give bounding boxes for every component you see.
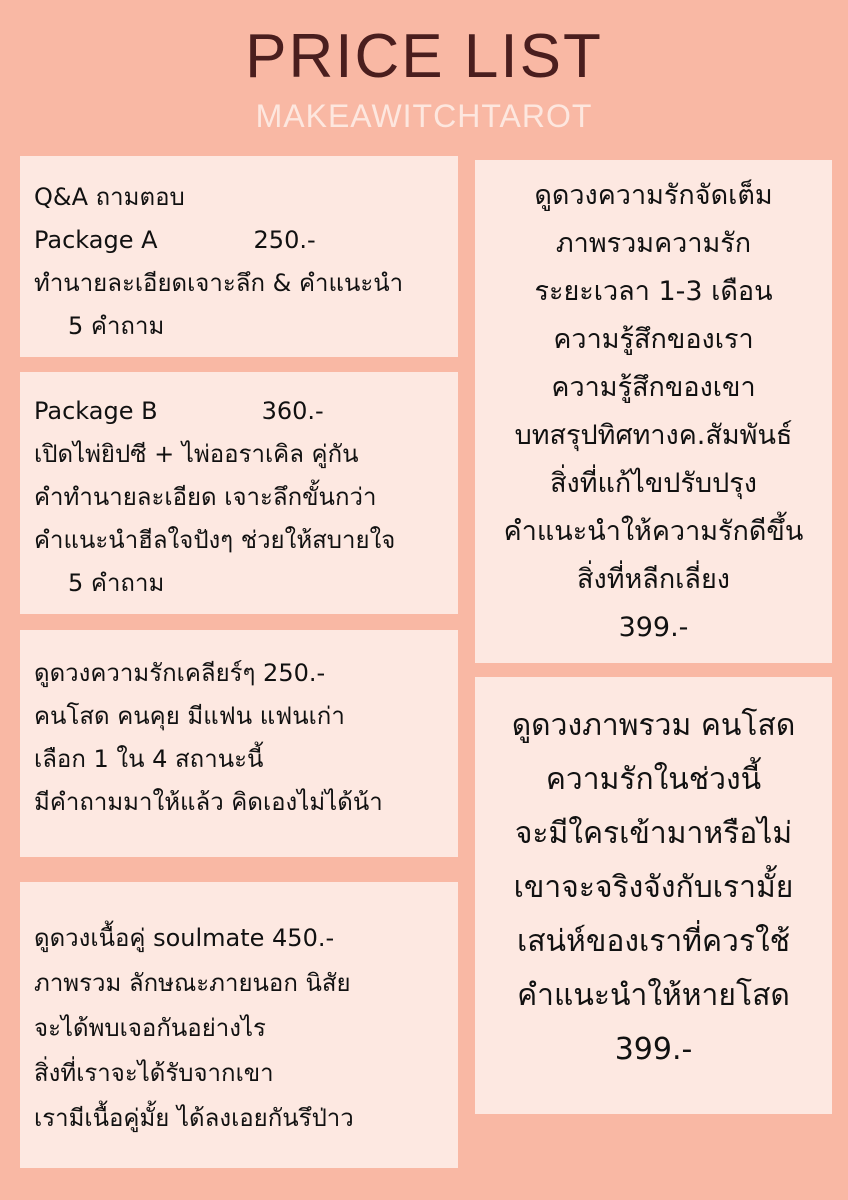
soulmate-line: เรามีเนื้อคู่มั้ย ได้ลงเอยกันรึป่าว — [34, 1104, 354, 1132]
love-full-line: ภาพรวมความรัก — [555, 228, 752, 259]
soulmate-line: สิ่งที่เราจะได้รับจากเขา — [34, 1059, 274, 1087]
single-overview-line: คำแนะนำให้หายโสด — [517, 978, 790, 1013]
love-full-line: ระยะเวลา 1-3 เดือน — [534, 276, 773, 307]
package-b-line: คำแนะนำฮีลใจปังๆ ช่วยให้สบายใจ — [34, 526, 396, 554]
single-overview-line: เขาจะจริงจังกับเรามั้ย — [513, 870, 794, 905]
package-b-questions: 5 คำถาม — [68, 569, 165, 597]
single-overview-price: 399.- — [614, 1032, 693, 1067]
soulmate-line: จะได้พบเจอกันอย่างไร — [34, 1014, 266, 1042]
page-subtitle: MAKEAWITCHTAROT — [255, 98, 593, 134]
love-clear-line: เลือก 1 ใน 4 สถานะนี้ — [34, 745, 264, 773]
package-a-detail: ทำนายละเอียดเจาะลึก & คำแนะนำ — [34, 269, 404, 297]
package-b-name: Package B — [34, 397, 158, 425]
soulmate-line: ดูดวงเนื้อคู่ soulmate 450.- — [34, 924, 335, 952]
package-a-heading: Q&A ถามตอบ — [34, 183, 185, 211]
package-b-title-row — [34, 390, 458, 433]
love-full-line: สิ่งที่แก้ไขปรับปรุง — [550, 468, 757, 499]
single-overview-line: จะมีใครเข้ามาหรือไม่ — [514, 816, 793, 851]
soulmate-card — [20, 882, 458, 1168]
single-overview-line: ความรักในช่วงนี้ — [545, 762, 762, 797]
love-full-line: ความรู้สึกของเขา — [551, 372, 756, 403]
package-a-name: Package A — [34, 226, 158, 254]
package-a-title-row — [34, 219, 458, 262]
single-overview-line: เสน่ห์ของเราที่ควรใช้ — [516, 924, 791, 959]
love-full-line: สิ่งที่หลีกเลี่ยง — [577, 564, 730, 595]
page-title: PRICE LIST — [245, 22, 603, 91]
single-overview-line: ดูดวงภาพรวม คนโสด — [511, 708, 796, 743]
love-clear-line: คนโสด คนคุย มีแฟน แฟนเก่า — [34, 702, 345, 730]
love-full-line: ดูดวงความรักจัดเต็ม — [534, 180, 773, 211]
love-full-price: 399.- — [618, 612, 689, 643]
package-b-line: คำทำนายละเอียด เจาะลึกขั้นกว่า — [34, 483, 377, 511]
love-full-line: ความรู้สึกของเรา — [553, 324, 754, 355]
package-a-questions: 5 คำถาม — [68, 312, 165, 340]
package-b-card — [20, 372, 458, 614]
package-b-line: เปิดไพ่ยิปซี + ไพ่ออราเคิล คู่กัน — [34, 440, 359, 468]
package-b-price: 360.- — [261, 397, 324, 425]
love-full-line: คำแนะนำให้ความรักดีขึ้น — [503, 516, 804, 547]
package-a-price: 250.- — [253, 226, 316, 254]
package-a-card — [20, 156, 458, 357]
love-clear-card — [20, 630, 458, 857]
love-full-line: บทสรุปทิศทางค.สัมพันธ์ — [514, 420, 793, 451]
love-clear-line: ดูดวงความรักเคลียร์ๆ 250.- — [34, 659, 326, 687]
single-overview-card — [475, 677, 832, 1114]
soulmate-line: ภาพรวม ลักษณะภายนอก นิสัย — [34, 969, 351, 997]
love-full-card — [475, 160, 832, 663]
love-clear-line: มีคำถามมาให้แล้ว คิดเองไม่ได้น้า — [34, 788, 383, 816]
